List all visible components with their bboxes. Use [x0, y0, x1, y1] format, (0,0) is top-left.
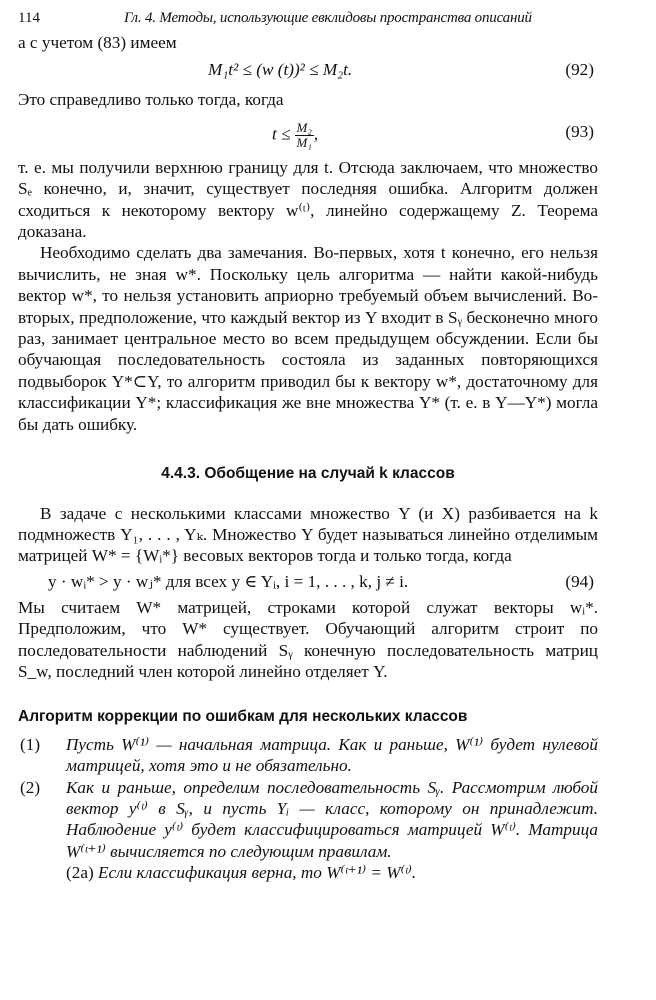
equation-92-number: (92) [565, 60, 594, 80]
equation-93 [18, 111, 598, 157]
equation-93-lhs: t ≤ [272, 124, 291, 144]
step-2a-marker: (2a) [66, 863, 94, 883]
equation-93-tail: , [313, 124, 319, 144]
algorithm-step-2a [66, 863, 416, 882]
paragraph-2: Необходимо сделать два замечания. Во-первых, хотя t конечно, его нельзя вычислить, не зная w*. Поскольку цель алгоритма — найти какой-нибудь вектор w*, то нельзя установить априорно требуемый объем вычислений. Во-вторых, предположение, что каждый вектор из Y входит в Sᵧ бесконечно много раз, занимает центральное место во всем предыдущем обсуждении. Если бы обучающая последовательность состояла из заданных повторяющихся подвыборок Y*⊂Y, то алгоритм приводил бы к вектору w*, достаточному для классификации Y*; классификация же вне множества Y* (т. е. в Y—Y*) могла бы дать ошибку. [18, 243, 598, 434]
equation-94 [18, 567, 598, 597]
page-number: 114 [18, 10, 40, 26]
paragraph-3: В задаче с несколькими классами множество Y (и X) разбивается на k подмножеств Y₁, . . . , Yₖ. Множество Y будет называться линейно отделимым матрицей W* = {Wᵢ*} весовых векторов тогда и только тогда, когда [18, 503, 598, 566]
equation-94-body: y · wᵢ* > y · wⱼ* для всех y ∈ Yᵢ, i = 1, . . . , k, j ≠ i. [48, 571, 409, 591]
after-92-line: Это справедливо только тогда, когда [18, 90, 284, 110]
equation-92 [18, 53, 598, 89]
step-1-text: Пусть W⁽¹⁾ — начальная матрица. Как и раньше, W⁽¹⁾ будет нулевой матрицей, хотя это и не обязательно. [66, 734, 598, 776]
paragraph-4: Мы считаем W* матрицей, строками которой служат векторы wᵢ*. Предположим, что W* существует. Обучающий алгоритм строит по последовательности наблюдений Sᵧ конечную последовательность матриц S_w, последний член которой линейно отделяет Y. [18, 597, 598, 681]
running-title: Гл. 4. Методы, использующие евклидовы пространства описаний [124, 10, 532, 26]
step-2a-text: Если классификация верна, то W⁽ᵗ⁺¹⁾ = W⁽ᵗ⁾. [97, 863, 417, 883]
algorithm-step-2 [18, 777, 598, 884]
equation-93-fraction [295, 121, 314, 150]
algorithm-title: Алгоритм коррекции по ошибкам для нескольких классов [18, 708, 468, 726]
step-1-marker: (1) [20, 734, 41, 754]
step-2-marker: (2) [20, 777, 41, 797]
intro-line: а с учетом (83) имеем [18, 33, 177, 52]
paragraph-1: т. е. мы получили верхнюю границу для t. Отсюда заключаем, что множество Sₑ конечно, и, значит, существует последняя ошибка. Алгоритм должен сходиться к некоторому вектору w⁽ᵗ⁾, линейно содержащему Z. Теорема доказана. [18, 157, 598, 242]
book-page [18, 8, 598, 884]
page-header [18, 8, 598, 32]
algorithm-step-1 [18, 734, 598, 777]
step-2-text: Как и раньше, определим последовательность Sᵧ. Рассмотрим любой вектор y⁽ᵗ⁾ в Sᵧ, и пусть Yᵢ — класс, которому он принадлежит. Наблюдение y⁽ᵗ⁾ будет классифицироваться матрицей W⁽ᵗ⁾. Матрица W⁽ᵗ⁺¹⁾ вычисляется по следующим правилам. [66, 777, 598, 861]
section-title: 4.4.3. Обобщение на случай k классов [161, 465, 455, 483]
equation-93-numerator: M₂ [296, 119, 312, 135]
equation-93-number: (93) [565, 121, 594, 141]
equation-94-number: (94) [565, 571, 594, 591]
equation-93-denominator: M₁ [296, 134, 312, 150]
equation-92-body: M₁t² ≤ (w (t))² ≤ M₂t. [208, 60, 353, 80]
